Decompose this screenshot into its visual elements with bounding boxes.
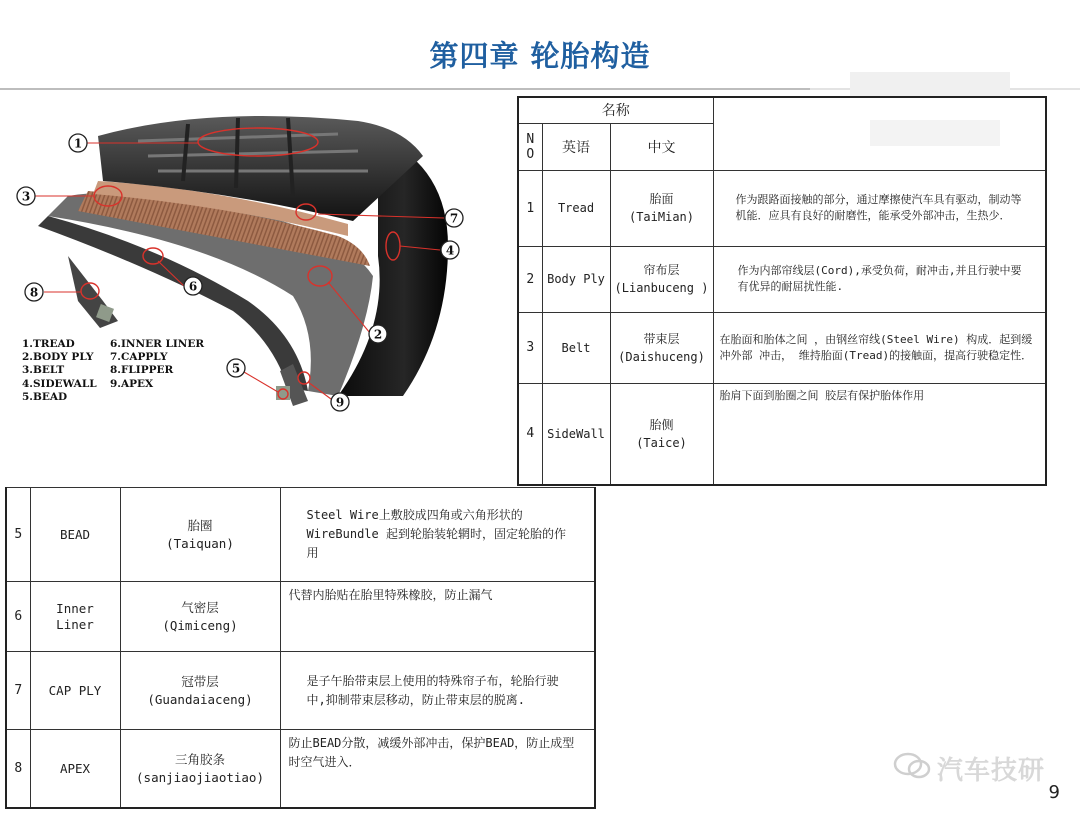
header-no-text: NO: [526, 131, 535, 162]
row-english: Tread: [542, 170, 610, 246]
legend-item: 6.INNER LINER: [110, 338, 205, 350]
table-row: [6, 488, 595, 582]
table-row: [518, 383, 1046, 485]
row-chinese: [610, 383, 713, 485]
row-no: 5: [6, 488, 30, 582]
row-pinyin: (Taiquan): [166, 535, 234, 551]
legend-item: 9.APEX: [110, 377, 154, 390]
row-chinese-name: 胎侧: [649, 417, 674, 432]
row-chinese: [120, 730, 280, 809]
row-description: [713, 383, 1046, 485]
tire-parts-table-top: [517, 96, 1047, 486]
row-english: Belt: [542, 312, 610, 383]
table-row: [518, 170, 1046, 246]
callout-2-label: 2: [373, 327, 383, 342]
row-description-text: 作为跟路面接触的部分，通过摩擦使汽车具有驱动，制动等机能．应具有良好的耐磨性，能承受外部冲击，生热少．: [735, 193, 1022, 222]
row-description-text: 是子午胎带束层上使用的特殊帘子布，轮胎行驶中,抑制带束层移动，防止带束层的脱离.: [306, 673, 559, 707]
row-chinese: [610, 246, 713, 312]
row-chinese-name: 胎圈: [187, 517, 213, 533]
table-row: [518, 312, 1046, 383]
callout-7-label: 7: [449, 211, 459, 226]
row-english: SideWall: [542, 383, 610, 485]
row-description: [280, 488, 595, 582]
row-description: [280, 582, 595, 652]
row-english: CAP PLY: [30, 652, 120, 730]
legend-item: 4.SIDEWALL: [22, 377, 97, 390]
row-english: BEAD: [30, 488, 120, 582]
header-name: 名称: [518, 97, 713, 123]
watermark-text: 汽车技研: [937, 756, 1046, 786]
table-row: [6, 582, 595, 652]
watermark: [893, 750, 1045, 787]
row-pinyin: (sanjiaojiaotiao): [136, 769, 264, 785]
row-chinese: [120, 488, 280, 582]
row-description: [713, 170, 1046, 246]
row-description-text: 作为内部帘线层(Cord),承受负荷，耐冲击,并且行驶中要有优异的耐屈扰性能.: [737, 264, 1022, 293]
row-chinese-name: 胎面: [649, 192, 674, 206]
row-description: [280, 730, 595, 809]
callout-8-label: 8: [29, 285, 39, 300]
callout-9-label: 9: [335, 395, 345, 410]
row-no: 1: [518, 170, 542, 246]
row-chinese-name: 三角胶条: [174, 751, 225, 767]
row-chinese: [610, 312, 713, 383]
title-divider: [0, 88, 810, 90]
row-chinese: [120, 652, 280, 730]
row-chinese-name: 带束层: [643, 331, 680, 346]
table-row: [6, 652, 595, 730]
header-english: 英语: [542, 123, 610, 170]
table-row: [6, 730, 595, 809]
legend-item: 2.BODY PLY: [22, 351, 94, 364]
row-no: 6: [6, 582, 30, 652]
row-chinese-name: 气密层: [181, 599, 219, 615]
tire-parts-table-bottom: [5, 487, 596, 809]
table-row: [518, 246, 1046, 312]
row-pinyin: (Daishuceng): [618, 349, 705, 364]
row-pinyin: (Lianbuceng ): [614, 281, 709, 295]
row-description-text: Steel Wire上敷胶成四角或六角形状的WireBundle 起到轮胎装轮辋时，固定轮胎的作用: [306, 508, 566, 560]
row-no: 8: [6, 730, 30, 809]
callout-4-label: 4: [445, 243, 455, 258]
row-description: [713, 312, 1046, 383]
row-pinyin: (TaiMian): [628, 210, 695, 224]
row-english: Body Ply: [542, 246, 610, 312]
blurred-region: [850, 72, 1010, 96]
header-no: [518, 123, 542, 170]
callout-1-label: 1: [73, 136, 83, 151]
row-pinyin: (Taice): [636, 435, 687, 450]
callout-5-label: 5: [231, 361, 241, 376]
page-title: 第四章 轮胎构造: [429, 39, 651, 73]
legend-item: 8.FLIPPER: [110, 364, 174, 377]
row-no: 4: [518, 383, 542, 485]
row-english: Inner Liner: [30, 582, 120, 652]
header-chinese: 中文: [610, 123, 713, 170]
row-pinyin: (Qimiceng): [162, 617, 238, 633]
row-no: 7: [6, 652, 30, 730]
row-chinese: [120, 582, 280, 652]
row-no: 3: [518, 312, 542, 383]
row-description-text: 代替内胎贴在胎里特殊橡胶，防止漏气: [288, 588, 493, 602]
row-description: [280, 652, 595, 730]
row-description-text: 胎肩下面到胎圈之间 胶层有保护胎体作用: [719, 388, 925, 402]
row-chinese-name: 冠带层: [181, 673, 219, 689]
row-chinese: [610, 170, 713, 246]
row-description: [713, 246, 1046, 312]
page-number: 9: [1048, 782, 1060, 803]
callout-3-label: 3: [21, 189, 31, 204]
header-blank: [713, 97, 1046, 170]
legend-item: 5.BEAD: [22, 390, 68, 403]
row-description-text: 防止BEAD分散，减缓外部冲击，保护BEAD，防止成型时空气进入．: [288, 736, 575, 769]
row-no: 2: [518, 246, 542, 312]
row-pinyin: (Guandaiaceng): [147, 691, 253, 707]
callout-6-label: 6: [188, 279, 198, 294]
row-chinese-name: 帘布层: [643, 263, 680, 277]
legend-item: 1.TREAD: [22, 338, 75, 350]
row-english: APEX: [30, 730, 120, 809]
legend-item: 7.CAPPLY: [110, 351, 168, 364]
legend-item: 3.BELT: [22, 364, 65, 377]
row-description-text: 在胎面和胎体之间 ，由钢丝帘线(Steel Wire) 构成．起到缓冲外部 冲击， 维持胎面(Tread)的接触面，提高行驶稳定性．: [719, 332, 1033, 362]
